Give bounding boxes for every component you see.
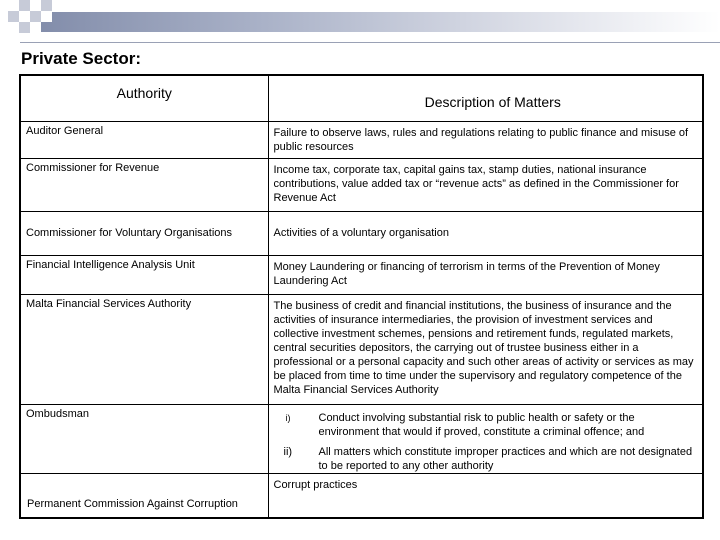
authority-cell: Financial Intelligence Analysis Unit [20, 255, 268, 294]
description-cell: Corrupt practices [268, 473, 703, 518]
table-row [20, 158, 703, 211]
authority-cell: Auditor General [20, 121, 268, 158]
banner-square [8, 0, 19, 11]
list-item [274, 411, 698, 439]
header-rule [20, 42, 720, 43]
list-item-text: All matters which constitute improper practices and which are not designated to be reported to any other authority [318, 445, 693, 472]
authority-cell: Commissioner for Revenue [20, 158, 268, 211]
list-item-text: Conduct involving substantial risk to public health or safety or the environment that would if proved, constitute a criminal offence; and [318, 411, 645, 438]
banner-square [30, 0, 41, 11]
authority-header: Authority [20, 75, 268, 121]
banner-square [41, 0, 52, 11]
banner-square [19, 11, 30, 22]
banner-square [30, 22, 41, 33]
list-item [274, 445, 698, 473]
description-cell: Activities of a voluntary organisation [268, 211, 703, 255]
header-row [20, 75, 703, 121]
description-cell: Income tax, corporate tax, capital gains tax, stamp duties, national insurance contributions, value added tax or “revenue acts” as defined in the Commissioner for Revenue Act [268, 158, 703, 211]
table-row [20, 404, 703, 473]
list-item-number: i) [285, 412, 291, 423]
banner-square [19, 0, 30, 11]
banner-square [41, 11, 52, 22]
table-row [20, 255, 703, 294]
authority-cell: Commissioner for Voluntary Organisations [20, 211, 268, 255]
table-row [20, 294, 703, 404]
section-title: Private Sector: [21, 49, 141, 68]
banner-square [8, 11, 19, 22]
description-cell [268, 404, 703, 473]
table-row [20, 121, 703, 158]
list-item-number: ii) [283, 445, 293, 458]
header-banner [0, 0, 720, 36]
banner-square [30, 11, 41, 22]
description-cell: Money Laundering or financing of terrorism in terms of the Prevention of Money Laundering Act [268, 255, 703, 294]
banner-square [19, 22, 30, 33]
banner-square [8, 22, 19, 33]
table-row [20, 473, 703, 518]
banner-gradient-band [20, 12, 720, 32]
description-header: Description of Matters [268, 75, 703, 121]
authority-table [19, 74, 704, 519]
description-cell: The business of credit and financial institutions, the business of insurance and the activities of insurance intermediaries, the provision of investment services and collective investment schemes, pensions and retirement funds, regulated markets, central securities depositors, the carrying out of trustee business either in a professional or a personal capacity and such other areas of activity or services as may be placed from time to time under the supervisory and regulatory competence of the Malta Financial Services Authority [268, 294, 703, 404]
authority-cell: Malta Financial Services Authority [20, 294, 268, 404]
description-cell: Failure to observe laws, rules and regulations relating to public finance and misuse of public resources [268, 121, 703, 158]
table-row [20, 211, 703, 255]
authority-cell: Ombudsman [20, 404, 268, 473]
authority-cell [20, 473, 268, 518]
authority-cell-text: Permanent Commission Against Corruption [27, 498, 238, 510]
